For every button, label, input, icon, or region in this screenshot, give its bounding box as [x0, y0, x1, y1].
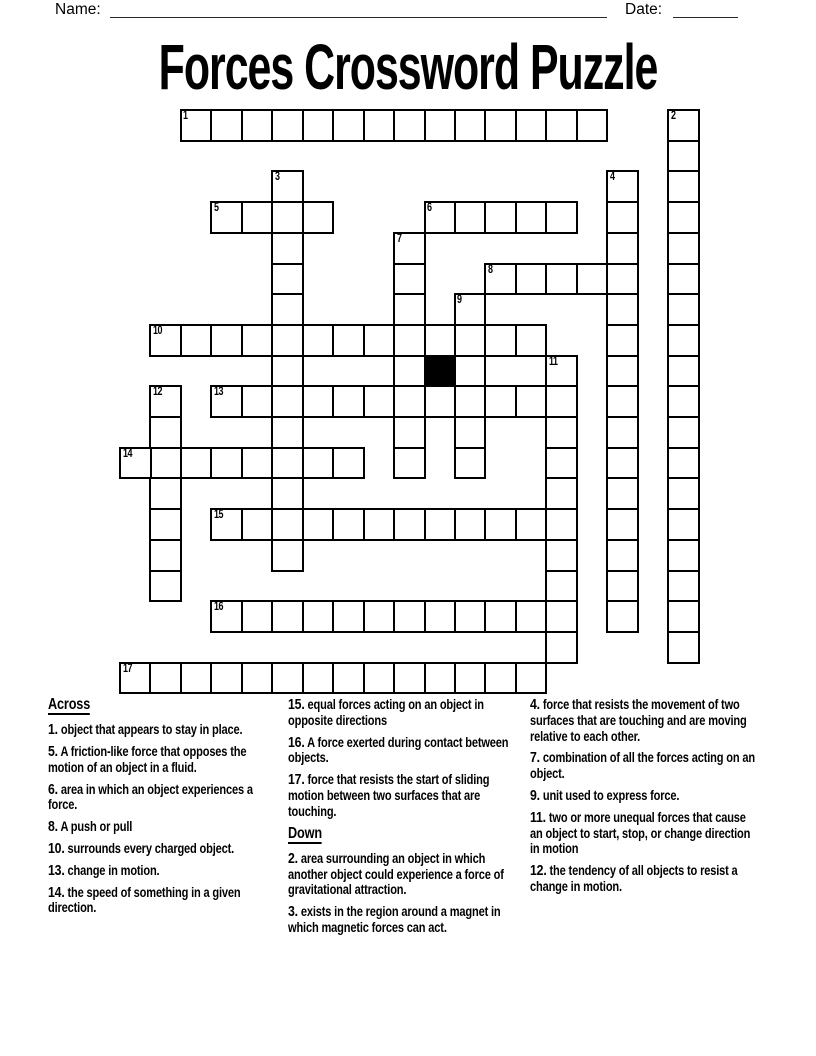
- clue-down-3: [288, 904, 523, 936]
- grid-cell[interactable]: [332, 447, 365, 480]
- clue-number: 7.: [530, 749, 540, 767]
- grid-cell[interactable]: [393, 355, 426, 388]
- grid-cell[interactable]: [149, 324, 182, 357]
- grid-cell[interactable]: [149, 662, 182, 695]
- clue-down-7: [530, 750, 761, 782]
- clue-column-3: [530, 697, 761, 901]
- cell-number: 17: [122, 662, 132, 675]
- grid-cell[interactable]: [454, 447, 487, 480]
- grid-cell[interactable]: [576, 109, 609, 142]
- grid-cell[interactable]: [667, 477, 700, 510]
- grid-cell[interactable]: [545, 539, 578, 572]
- clue-across-5: [48, 744, 284, 776]
- clue-number: 9.: [530, 786, 540, 804]
- grid-cell[interactable]: [484, 385, 517, 418]
- cell-number: 7: [396, 232, 402, 245]
- clue-number: 8.: [48, 818, 58, 836]
- grid-cell[interactable]: [515, 385, 548, 418]
- grid-cell[interactable]: [149, 447, 182, 480]
- grid-cell[interactable]: [271, 263, 304, 296]
- grid-cell[interactable]: [424, 385, 457, 418]
- grid-cell[interactable]: [210, 324, 243, 357]
- clue-text: A force exerted during contact between objects.: [288, 734, 509, 766]
- grid-cell[interactable]: [241, 385, 274, 418]
- grid-cell[interactable]: [241, 662, 274, 695]
- grid-cell[interactable]: [424, 109, 457, 142]
- grid-cell[interactable]: [606, 170, 639, 203]
- clue-text: unit used to express force.: [539, 787, 680, 803]
- grid-cell[interactable]: [667, 447, 700, 480]
- clue-number: 5.: [48, 743, 58, 761]
- grid-cell[interactable]: [119, 447, 152, 480]
- grid-cell[interactable]: [454, 416, 487, 449]
- grid-cell[interactable]: [606, 539, 639, 572]
- clue-number: 12.: [530, 862, 547, 880]
- grid-cell[interactable]: [667, 170, 700, 203]
- cell-number: 4: [609, 171, 615, 184]
- grid-cell[interactable]: [149, 385, 182, 418]
- grid-cell[interactable]: [667, 263, 700, 296]
- grid-cell[interactable]: [667, 201, 700, 234]
- grid-cell[interactable]: [667, 324, 700, 357]
- grid-cell[interactable]: [332, 662, 365, 695]
- clue-column-2: [288, 697, 523, 942]
- grid-cell[interactable]: [180, 447, 213, 480]
- clue-number: 6.: [48, 780, 58, 798]
- grid-cell[interactable]: [302, 324, 335, 357]
- clue-across-6: [48, 782, 284, 814]
- grid-cell[interactable]: [271, 324, 304, 357]
- grid-cell[interactable]: [667, 508, 700, 541]
- down-header-text: Down: [288, 826, 322, 844]
- grid-cell[interactable]: [424, 600, 457, 633]
- grid-cell[interactable]: [302, 109, 335, 142]
- grid-cell[interactable]: [545, 600, 578, 633]
- grid-cell[interactable]: [393, 447, 426, 480]
- grid-cell[interactable]: [271, 170, 304, 203]
- grid-cell[interactable]: [545, 109, 578, 142]
- grid-cell[interactable]: [393, 416, 426, 449]
- cell-number: 2: [670, 110, 676, 122]
- grid-cell[interactable]: [454, 600, 487, 633]
- clue-down-9: [530, 788, 761, 804]
- clue-text: A push or pull: [57, 819, 133, 835]
- cell-number: 12: [152, 386, 162, 399]
- grid-cell[interactable]: [515, 662, 548, 695]
- clue-number: 2.: [288, 849, 298, 867]
- grid-cell[interactable]: [363, 324, 396, 357]
- across-header-text: Across: [48, 697, 90, 715]
- clue-text: force that resists the movement of two surfaces that are touching and are moving relative to each other.: [530, 697, 747, 744]
- grid-cell[interactable]: [606, 293, 639, 326]
- grid-cell[interactable]: [606, 447, 639, 480]
- grid-cell[interactable]: [332, 385, 365, 418]
- grid-cell[interactable]: [667, 109, 700, 142]
- clue-text: force that resists the start of sliding motion between two surfaces that are touching.: [288, 772, 490, 819]
- grid-cell[interactable]: [271, 662, 304, 695]
- grid-cell[interactable]: [393, 263, 426, 296]
- grid-cell[interactable]: [363, 109, 396, 142]
- cell-number: 9: [457, 294, 462, 307]
- grid-cell[interactable]: [606, 355, 639, 388]
- grid-cell[interactable]: [210, 600, 243, 633]
- date-label: Date:: [625, 1, 663, 18]
- grid-cell[interactable]: [271, 600, 304, 633]
- grid-cell[interactable]: [515, 109, 548, 142]
- clue-number: 13.: [48, 861, 65, 879]
- cell-number: 15: [213, 509, 223, 522]
- grid-cell[interactable]: [454, 355, 487, 388]
- clue-across-17: [288, 772, 523, 819]
- grid-cell[interactable]: [515, 201, 548, 234]
- grid-cell[interactable]: [271, 477, 304, 510]
- grid-cell[interactable]: [271, 539, 304, 572]
- grid-cell[interactable]: [393, 508, 426, 541]
- grid-cell[interactable]: [454, 385, 487, 418]
- grid-cell[interactable]: [241, 201, 274, 234]
- grid-cell[interactable]: [515, 600, 548, 633]
- grid-cell[interactable]: [424, 201, 457, 234]
- grid-cell[interactable]: [210, 201, 243, 234]
- grid-cell[interactable]: [271, 355, 304, 388]
- grid-cell[interactable]: [667, 631, 700, 664]
- grid-cell[interactable]: [454, 662, 487, 695]
- grid-cell[interactable]: [545, 416, 578, 449]
- grid-cell[interactable]: [424, 324, 457, 357]
- grid-cell[interactable]: [241, 447, 274, 480]
- clue-number: 11.: [530, 808, 546, 826]
- grid-cell[interactable]: [149, 477, 182, 510]
- grid-cell[interactable]: [302, 385, 335, 418]
- cell-number: 14: [122, 447, 132, 460]
- grid-cell[interactable]: [667, 416, 700, 449]
- grid-cell[interactable]: [424, 662, 457, 695]
- cell-number: 8: [487, 263, 493, 276]
- grid-cell[interactable]: [149, 539, 182, 572]
- clue-number: 4.: [530, 696, 540, 713]
- grid-cell[interactable]: [332, 109, 365, 142]
- clue-down-12: [530, 863, 761, 895]
- grid-cell[interactable]: [393, 232, 426, 265]
- grid-cell[interactable]: [484, 324, 517, 357]
- clue-number: 3.: [288, 903, 298, 921]
- grid-cell[interactable]: [545, 508, 578, 541]
- grid-cell[interactable]: [667, 140, 700, 173]
- grid-cell[interactable]: [545, 263, 578, 296]
- grid-cell[interactable]: [302, 662, 335, 695]
- clue-text: the speed of something in a given direction.: [48, 884, 241, 916]
- grid-cell[interactable]: [332, 324, 365, 357]
- clue-text: exists in the region around a magnet in which magnetic forces can act.: [288, 904, 501, 936]
- clue-down-2: [288, 851, 523, 898]
- grid-cell[interactable]: [545, 355, 578, 388]
- clue-across-16: [288, 735, 523, 767]
- cell-number: 6: [427, 202, 432, 215]
- grid-cell[interactable]: [454, 508, 487, 541]
- clue-number: 17.: [288, 771, 305, 789]
- clue-text: two or more unequal forces that cause an object to start, stop, or change direction in motion: [530, 809, 751, 857]
- grid-cell[interactable]: [393, 324, 426, 357]
- grid-cell[interactable]: [393, 662, 426, 695]
- grid-cell[interactable]: [393, 293, 426, 326]
- grid-cell[interactable]: [332, 600, 365, 633]
- grid-cell[interactable]: [606, 416, 639, 449]
- clue-across-1: [48, 722, 284, 738]
- cell-number: 16: [213, 601, 223, 614]
- clue-across-8: [48, 819, 284, 835]
- grid-cell[interactable]: [545, 447, 578, 480]
- grid-cell[interactable]: [667, 600, 700, 633]
- grid-cell[interactable]: [180, 662, 213, 695]
- grid-cell[interactable]: [119, 662, 152, 695]
- grid-cell[interactable]: [271, 109, 304, 142]
- clue-across-10: [48, 841, 284, 857]
- clue-down-11: [530, 810, 761, 857]
- clue-across-14: [48, 885, 284, 917]
- grid-cell[interactable]: [667, 539, 700, 572]
- grid-cell[interactable]: [606, 600, 639, 633]
- grid-cell[interactable]: [484, 508, 517, 541]
- cell-number: 11: [548, 355, 558, 368]
- clue-text: area in which an object experiences a force.: [48, 781, 253, 813]
- grid-cell[interactable]: [302, 600, 335, 633]
- grid-cell[interactable]: [393, 600, 426, 633]
- grid-cell[interactable]: [149, 570, 182, 603]
- grid-cell[interactable]: [667, 293, 700, 326]
- grid-cell[interactable]: [210, 109, 243, 142]
- grid-cell[interactable]: [302, 447, 335, 480]
- cell-number: 5: [213, 202, 219, 215]
- grid-cell[interactable]: [363, 662, 396, 695]
- grid-cell[interactable]: [180, 109, 213, 142]
- grid-cell[interactable]: [667, 232, 700, 265]
- grid-cell[interactable]: [424, 508, 457, 541]
- grid-cell[interactable]: [606, 232, 639, 265]
- clue-number: 10.: [48, 840, 65, 858]
- grid-cell[interactable]: [545, 477, 578, 510]
- grid-cell[interactable]: [454, 201, 487, 234]
- grid-cell[interactable]: [271, 232, 304, 265]
- clue-text: combination of all the forces acting on an object.: [530, 750, 755, 782]
- clue-text: equal forces acting on an object in opposite directions: [288, 697, 484, 728]
- clue-text: surrounds every charged object.: [64, 841, 235, 857]
- clue-number: 1.: [48, 721, 58, 739]
- cell-number: 10: [152, 324, 162, 337]
- grid-cell[interactable]: [515, 324, 548, 357]
- grid-cell[interactable]: [393, 109, 426, 142]
- cell-number: 13: [213, 386, 223, 399]
- grid-cell[interactable]: [149, 416, 182, 449]
- grid-cell[interactable]: [454, 324, 487, 357]
- grid-cell[interactable]: [271, 508, 304, 541]
- grid-cell[interactable]: [484, 109, 517, 142]
- name-label: Name:: [55, 1, 101, 18]
- clue-number: 15.: [288, 696, 305, 713]
- clue-across-13: [48, 863, 284, 879]
- clue-text: A friction-like force that opposes the motion of an object in a fluid.: [48, 744, 247, 775]
- clue-text: the tendency of all objects to resist a change in motion.: [530, 863, 738, 894]
- grid-cell[interactable]: [210, 508, 243, 541]
- clue-column-1: [48, 697, 284, 922]
- clue-across-15: [288, 697, 523, 729]
- grid-cell[interactable]: [667, 385, 700, 418]
- clue-text: area surrounding an object in which another object could experience a force of gravitational attraction.: [288, 850, 504, 898]
- grid-cell[interactable]: [545, 570, 578, 603]
- grid-cell[interactable]: [545, 201, 578, 234]
- cell-number: 1: [183, 110, 188, 122]
- grid-cell[interactable]: [606, 508, 639, 541]
- grid-cell[interactable]: [271, 447, 304, 480]
- cell-number: 3: [274, 171, 280, 184]
- grid-cell[interactable]: [454, 293, 487, 326]
- grid-cell[interactable]: [271, 385, 304, 418]
- grid-cell[interactable]: [606, 570, 639, 603]
- grid-cell[interactable]: [363, 385, 396, 418]
- grid-cell[interactable]: [149, 508, 182, 541]
- grid-cell[interactable]: [210, 447, 243, 480]
- grid-cell[interactable]: [210, 385, 243, 418]
- clue-text: change in motion.: [64, 862, 160, 878]
- grid-cell[interactable]: [484, 201, 517, 234]
- grid-cell[interactable]: [667, 570, 700, 603]
- grid-cell[interactable]: [271, 293, 304, 326]
- grid-cell[interactable]: [271, 416, 304, 449]
- grid-cell[interactable]: [241, 109, 274, 142]
- grid-cell[interactable]: [576, 263, 609, 296]
- grid-cell[interactable]: [393, 385, 426, 418]
- blocked-cell: [424, 355, 457, 388]
- grid-cell[interactable]: [454, 109, 487, 142]
- grid-cell[interactable]: [363, 600, 396, 633]
- down-header: [288, 826, 523, 844]
- grid-cell[interactable]: [515, 508, 548, 541]
- grid-cell[interactable]: [667, 355, 700, 388]
- grid-cell[interactable]: [606, 477, 639, 510]
- grid-cell[interactable]: [363, 508, 396, 541]
- grid-cell[interactable]: [484, 662, 517, 695]
- grid-cell[interactable]: [606, 385, 639, 418]
- grid-cell[interactable]: [484, 600, 517, 633]
- grid-cell[interactable]: [302, 201, 335, 234]
- clue-number: 16.: [288, 733, 305, 751]
- grid-cell[interactable]: [241, 600, 274, 633]
- grid-cell[interactable]: [484, 263, 517, 296]
- page-title: Forces Crossword Puzzle: [158, 31, 658, 103]
- grid-cell[interactable]: [210, 662, 243, 695]
- grid-cell[interactable]: [332, 508, 365, 541]
- clue-down-4: [530, 697, 761, 744]
- grid-cell[interactable]: [545, 631, 578, 664]
- clue-text: object that appears to stay in place.: [57, 722, 243, 738]
- grid-cell[interactable]: [241, 508, 274, 541]
- grid-cell[interactable]: [606, 201, 639, 234]
- grid-cell[interactable]: [606, 324, 639, 357]
- grid-cell[interactable]: [606, 263, 639, 296]
- grid-cell[interactable]: [180, 324, 213, 357]
- grid-cell[interactable]: [271, 201, 304, 234]
- grid-cell[interactable]: [241, 324, 274, 357]
- grid-cell[interactable]: [545, 385, 578, 418]
- grid-cell[interactable]: [302, 508, 335, 541]
- across-header: [48, 697, 284, 715]
- grid-cell[interactable]: [515, 263, 548, 296]
- clue-number: 14.: [48, 883, 65, 901]
